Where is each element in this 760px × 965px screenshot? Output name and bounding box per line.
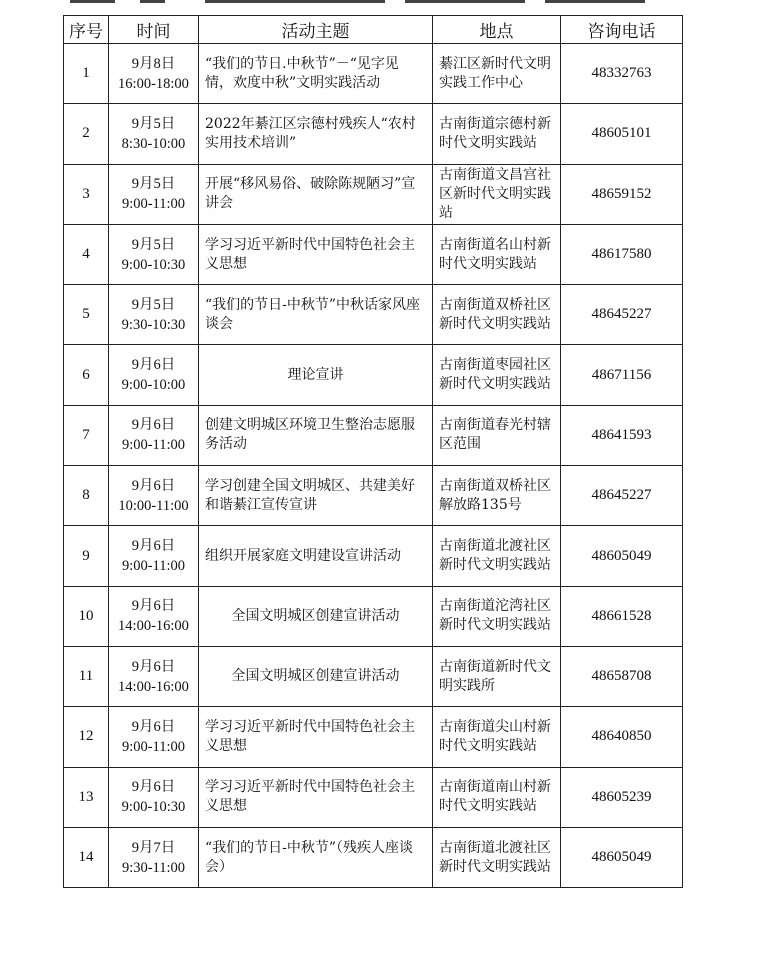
row-time [109, 44, 199, 104]
row-date: 9月6日 [131, 598, 176, 615]
row-phone: 48641593 [561, 405, 683, 465]
row-topic: 2022年綦江区宗德村残疾人“农村实用技术培训” [199, 104, 433, 164]
table-row [64, 345, 683, 405]
row-time [109, 767, 199, 827]
row-hours: 9:00-11:00 [121, 196, 186, 213]
table-row [64, 285, 683, 345]
row-phone: 48605101 [561, 104, 683, 164]
table-row [64, 104, 683, 164]
row-time [109, 104, 199, 164]
row-place: 古南街道北渡社区新时代文明实践站 [433, 526, 561, 586]
row-date: 9月7日 [131, 839, 176, 856]
row-place: 古南街道沱湾社区新时代文明实践站 [433, 586, 561, 646]
row-topic: 学习习近平新时代中国特色社会主义思想 [199, 224, 433, 284]
row-place: 古南街道枣园社区新时代文明实践站 [433, 345, 561, 405]
table-body [64, 44, 683, 888]
row-date: 9月5日 [131, 296, 176, 313]
row-time [109, 827, 199, 887]
row-time [109, 345, 199, 405]
row-index: 10 [64, 586, 109, 646]
row-time [109, 707, 199, 767]
row-phone: 48605049 [561, 526, 683, 586]
table-row [64, 224, 683, 284]
row-place: 古南街道南山村新时代文明实践站 [433, 767, 561, 827]
table-row [64, 405, 683, 465]
row-topic: “我们的节日-中秋节”中秋话家风座谈会 [199, 285, 433, 345]
table-header-row [64, 16, 683, 44]
row-topic: 开展“移风易俗、破除陈规陋习”宣讲会 [199, 164, 433, 224]
row-topic: “我们的节日.中秋节”－“见字见情，欢度中秋”文明实践活动 [199, 44, 433, 104]
row-time [109, 646, 199, 706]
row-index: 7 [64, 405, 109, 465]
row-hours: 9:00-11:00 [121, 437, 186, 454]
row-phone: 48605049 [561, 827, 683, 887]
cropped-top-line [0, 0, 760, 6]
table-row [64, 646, 683, 706]
row-time [109, 224, 199, 284]
row-phone: 48661528 [561, 586, 683, 646]
row-index: 5 [64, 285, 109, 345]
row-index: 12 [64, 707, 109, 767]
row-topic: “我们的节日-中秋节”（残疾人座谈会） [199, 827, 433, 887]
row-hours: 14:00-16:00 [118, 618, 189, 635]
table-row [64, 44, 683, 104]
table-row [64, 767, 683, 827]
row-place: 古南街道双桥社区解放路135号 [433, 466, 561, 526]
row-phone: 48671156 [561, 345, 683, 405]
row-topic: 全国文明城区创建宣讲活动 [199, 646, 433, 706]
row-date: 9月8日 [131, 55, 176, 72]
row-index: 9 [64, 526, 109, 586]
row-topic: 学习创建全国文明城区、共建美好和谐綦江宣传宣讲 [199, 466, 433, 526]
row-phone: 48617580 [561, 224, 683, 284]
row-place: 古南街道名山村新时代文明实践站 [433, 224, 561, 284]
row-phone: 48332763 [561, 44, 683, 104]
table-row [64, 827, 683, 887]
row-index: 4 [64, 224, 109, 284]
row-date: 9月6日 [131, 417, 176, 434]
table-row [64, 526, 683, 586]
row-time [109, 466, 199, 526]
row-place: 古南街道宗德村新时代文明实践站 [433, 104, 561, 164]
row-time [109, 526, 199, 586]
row-topic: 全国文明城区创建宣讲活动 [199, 586, 433, 646]
row-hours: 9:00-11:00 [121, 558, 186, 575]
row-date: 9月5日 [131, 176, 176, 193]
table-row [64, 707, 683, 767]
row-date: 9月6日 [131, 477, 176, 494]
table-row [64, 586, 683, 646]
header-time: 时间 [109, 16, 199, 44]
row-index: 3 [64, 164, 109, 224]
row-topic: 学习习近平新时代中国特色社会主义思想 [199, 767, 433, 827]
row-hours: 16:00-18:00 [118, 75, 189, 92]
row-time [109, 164, 199, 224]
row-index: 13 [64, 767, 109, 827]
header-place: 地点 [433, 16, 561, 44]
header-topic: 活动主题 [199, 16, 433, 44]
row-index: 8 [64, 466, 109, 526]
row-time [109, 586, 199, 646]
row-hours: 9:00-10:30 [121, 799, 186, 816]
row-phone: 48605239 [561, 767, 683, 827]
row-topic: 创建文明城区环境卫生整治志愿服务活动 [199, 405, 433, 465]
row-hours: 9:00-10:00 [121, 377, 186, 394]
row-hours: 8:30-10:00 [121, 135, 186, 152]
row-date: 9月6日 [131, 357, 176, 374]
row-date: 9月5日 [131, 115, 176, 132]
row-date: 9月6日 [131, 779, 176, 796]
row-hours: 9:30-11:00 [121, 859, 186, 876]
activity-schedule-table [63, 15, 683, 888]
row-index: 1 [64, 44, 109, 104]
row-hours: 9:30-10:30 [121, 316, 186, 333]
row-date: 9月6日 [131, 538, 176, 555]
row-time [109, 405, 199, 465]
row-phone: 48640850 [561, 707, 683, 767]
row-time [109, 285, 199, 345]
row-phone: 48645227 [561, 285, 683, 345]
row-topic: 理论宣讲 [199, 345, 433, 405]
row-place: 古南街道文昌宫社区新时代文明实践站 [433, 164, 561, 224]
row-date: 9月6日 [131, 658, 176, 675]
row-phone: 48645227 [561, 466, 683, 526]
row-topic: 组织开展家庭文明建设宣讲活动 [199, 526, 433, 586]
row-index: 11 [64, 646, 109, 706]
table-row [64, 466, 683, 526]
row-place: 古南街道北渡社区新时代文明实践站 [433, 827, 561, 887]
row-date: 9月5日 [131, 236, 176, 253]
row-place: 古南街道新时代文明实践所 [433, 646, 561, 706]
row-phone: 48659152 [561, 164, 683, 224]
header-index: 序号 [64, 16, 109, 44]
row-hours: 9:00-11:00 [121, 738, 186, 755]
row-index: 14 [64, 827, 109, 887]
row-hours: 10:00-11:00 [118, 497, 189, 514]
row-topic: 学习习近平新时代中国特色社会主义思想 [199, 707, 433, 767]
row-index: 6 [64, 345, 109, 405]
row-place: 古南街道尖山村新时代文明实践站 [433, 707, 561, 767]
row-index: 2 [64, 104, 109, 164]
row-phone: 48658708 [561, 646, 683, 706]
table-row [64, 164, 683, 224]
row-place: 綦江区新时代文明实践工作中心 [433, 44, 561, 104]
header-phone: 咨询电话 [561, 16, 683, 44]
row-date: 9月6日 [131, 718, 176, 735]
row-hours: 9:00-10:30 [121, 256, 186, 273]
row-place: 古南街道春光村辖区范围 [433, 405, 561, 465]
row-hours: 14:00-16:00 [118, 678, 189, 695]
row-place: 古南街道双桥社区新时代文明实践站 [433, 285, 561, 345]
